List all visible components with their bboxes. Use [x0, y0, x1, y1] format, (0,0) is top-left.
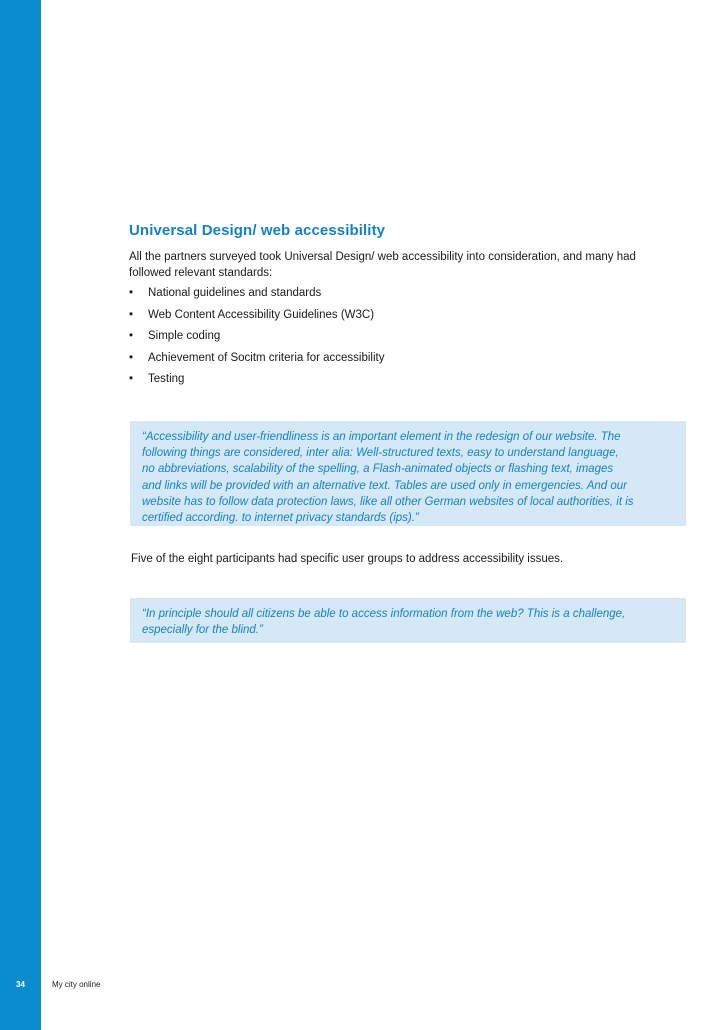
bullet-marker: •	[129, 373, 134, 385]
quote-line: certified according. to internet privacy standards (ips).”	[142, 512, 419, 525]
quote-line: “In principle should all citizens be able to access information from the web? This is a challenge,	[142, 608, 626, 620]
standards-list	[129, 285, 689, 387]
list-item	[129, 307, 689, 323]
bullet-marker: •	[129, 308, 134, 321]
section-heading: Universal Design/ web accessibility	[129, 222, 386, 239]
list-item-text: Testing	[148, 373, 185, 385]
quote-box-accessibility	[130, 421, 686, 526]
bullet-marker: •	[129, 330, 134, 342]
footer-publication-title: My city online	[52, 980, 101, 989]
quote-box-citizens	[130, 598, 686, 643]
list-item-text: Web Content Accessibility Guidelines (W3C)	[148, 308, 375, 321]
page-number: 34	[16, 980, 25, 989]
list-item-text: Achievement of Socitm criteria for accessibility	[148, 351, 385, 364]
section-content	[129, 222, 689, 393]
list-item	[129, 350, 689, 366]
intro-line-1: All the partners surveyed took Universal Design/ web accessibility into consideration, and many had	[129, 251, 636, 263]
quote-line: especially for the blind.”	[142, 624, 263, 637]
body-sentence: Five of the eight participants had specific user groups to address accessibility issues.	[131, 553, 564, 565]
list-item	[129, 371, 689, 387]
bullet-marker: •	[129, 287, 134, 299]
intro-paragraph	[129, 249, 689, 281]
quote-text	[142, 429, 676, 526]
list-item	[129, 285, 689, 301]
quote-line: “Accessibility and user-friendliness is an important element in the redesign of our website. The	[142, 431, 621, 443]
intro-line-2: followed relevant standards:	[129, 267, 273, 279]
list-item-text: National guidelines and standards	[148, 287, 322, 299]
quote-text	[142, 606, 676, 638]
quote-line: and links will be provided with an alternative text. Tables are used only in emergencies. And our	[142, 479, 627, 492]
quote-line: following things are considered, inter alia: Well-structured texts, easy to understand language,	[142, 447, 619, 460]
bullet-marker: •	[129, 351, 134, 364]
list-item-text: Simple coding	[148, 330, 221, 342]
quote-line: no abbreviations, scalability of the spelling, a Flash-animated objects or flashing text, images	[142, 463, 614, 476]
sidebar-strip	[0, 0, 41, 1030]
quote-line: website has to follow data protection laws, like all other German websites of local authorities, it is	[142, 495, 634, 508]
list-item	[129, 328, 689, 344]
